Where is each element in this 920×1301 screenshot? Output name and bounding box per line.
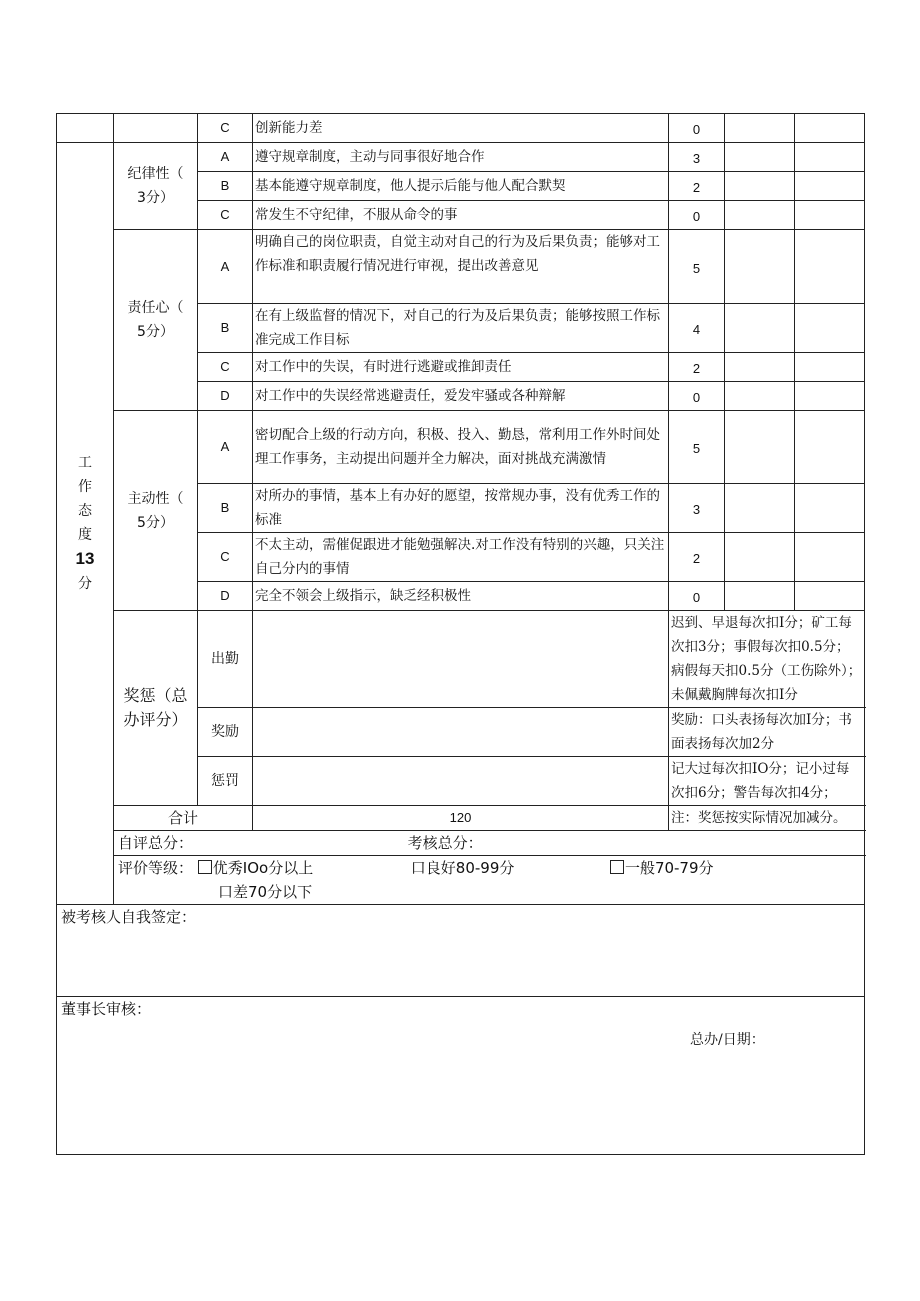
table-row [57,806,865,831]
chairman-review-label: 董事长审核： [61,1000,152,1018]
score-cell: 5 [669,230,725,304]
level-cell: C [198,353,253,382]
review-score-cell[interactable] [795,533,865,582]
rewards-item-name: 奖励 [198,708,253,757]
level-cell: B [198,304,253,353]
rewards-category: 奖惩（总办评分） [114,611,198,806]
criteria-desc: 在有上级监督的情况下，对自己的行为及后果负责；能够按照工作标准完成工作目标 [253,304,669,353]
self-score-cell[interactable] [725,172,795,201]
level-cell: D [198,382,253,411]
total-label: 合计 [114,806,253,831]
level-cell: C [198,533,253,582]
self-sign-row [57,905,865,997]
self-total-label: 自评总分： [118,834,194,852]
level-cell: A [198,143,253,172]
criteria-desc: 基本能遵守规章制度，他人提示后能与他人配合默契 [253,172,669,201]
grade-label: 评价等级： [118,859,194,877]
review-score-cell[interactable] [795,172,865,201]
self-score-cell[interactable] [725,582,795,611]
score-cell: 0 [669,201,725,230]
self-score-cell[interactable] [725,382,795,411]
table-row [57,114,865,143]
criteria-desc: 明确自己的岗位职责，自觉主动对自己的行为及后果负责；能够对工作标准和职责履行情况进行审视，提出改善意见 [253,230,669,304]
criteria-desc: 常发生不守纪律，不服从命令的事 [253,201,669,230]
total-note: 注：奖惩按实际情况加减分。 [669,806,865,831]
rewards-item-name: 惩罚 [198,757,253,806]
criteria-desc: 不太主动，需催促跟进才能勉强解决.对工作没有特别的兴趣，只关注自己分内的事情 [253,533,669,582]
self-sign-label: 被考核人自我签定： [61,908,197,926]
level-cell: C [198,114,253,143]
rewards-item-desc: 记大过每次扣IO分；记小过每次扣6分；警告每次扣4分； [669,757,865,806]
review-score-cell[interactable] [795,582,865,611]
score-cell: 3 [669,143,725,172]
level-cell: D [198,582,253,611]
office-date-label: 总办/日期： [690,1032,765,1048]
score-cell: 2 [669,353,725,382]
score-summary-row [57,831,865,856]
grade-row [57,856,865,905]
self-score-cell[interactable] [725,484,795,533]
total-value: 120 [253,806,669,831]
self-score-cell[interactable] [725,304,795,353]
table-row [57,143,865,172]
criteria-desc: 密切配合上级的行动方向，积极、投入、勤恳，常利用工作外时间处理工作事务，主动提出问题并全力解决，面对挑战充满激情 [253,411,669,484]
review-score-cell[interactable] [795,143,865,172]
rewards-item-name: 出勤 [198,611,253,708]
rewards-item-desc: 迟到、早退每次扣I分；矿工每次扣3分；事假每次扣0.5分；病假每天扣0.5分（工伤除外）；未佩戴胸牌每次扣I分 [669,611,865,708]
checkbox-excellent[interactable] [198,860,212,874]
appraisal-form [56,113,864,1155]
review-total-label: 考核总分： [407,834,483,852]
responsibility-label: 责任心（ 5分） [114,230,198,411]
score-cell: 0 [669,582,725,611]
self-score-cell[interactable] [725,230,795,304]
self-score-cell[interactable] [725,114,795,143]
self-score-cell[interactable] [725,201,795,230]
discipline-label: 纪律性（ 3分） [114,143,198,230]
level-cell: A [198,411,253,484]
table-row [57,230,865,304]
score-cell: 0 [669,114,725,143]
level-cell: B [198,484,253,533]
score-cell: 0 [669,382,725,411]
initiative-label: 主动性（ 5分） [114,411,198,611]
self-score-cell[interactable] [725,353,795,382]
grade-poor[interactable]: 口差70分以下 [218,883,313,901]
criteria-desc: 完全不领会上级指示，缺乏经积极性 [253,582,669,611]
grade-good[interactable]: 口良好80-99分 [410,859,515,877]
criteria-desc: 对所办的事情，基本上有办好的愿望，按常规办事，没有优秀工作的标准 [253,484,669,533]
score-cell: 3 [669,484,725,533]
level-cell: B [198,172,253,201]
category-score: 13 [75,549,95,568]
review-score-cell[interactable] [795,201,865,230]
review-score-cell[interactable] [795,411,865,484]
self-score-cell[interactable] [725,533,795,582]
table-row [57,411,865,484]
review-score-cell[interactable] [795,484,865,533]
review-score-cell[interactable] [795,304,865,353]
grade-excellent: 优秀IOo分以上 [212,859,314,877]
table-row [57,611,865,708]
score-cell: 2 [669,172,725,201]
criteria-desc: 创新能力差 [253,114,669,143]
criteria-desc: 对工作中的失误经常逃避责任，爱发牢骚或各种辩解 [253,382,669,411]
level-cell: C [198,201,253,230]
appraisal-table [56,113,865,1155]
score-cell: 2 [669,533,725,582]
review-score-cell[interactable] [795,382,865,411]
rewards-item-desc: 奖励：口头表扬每次加I分；书面表扬每次加2分 [669,708,865,757]
review-score-cell[interactable] [795,114,865,143]
grade-average: 一般70-79分 [624,859,714,877]
criteria-desc: 对工作中的失误，有时进行逃避或推卸责任 [253,353,669,382]
work-attitude-category: 工 作 态 度 13 分 [57,143,114,905]
self-score-cell[interactable] [725,143,795,172]
score-cell: 4 [669,304,725,353]
review-score-cell[interactable] [795,353,865,382]
review-score-cell[interactable] [795,230,865,304]
chairman-review-row [57,997,865,1155]
self-score-cell[interactable] [725,411,795,484]
checkbox-average[interactable] [610,860,624,874]
score-cell: 5 [669,411,725,484]
level-cell: A [198,230,253,304]
criteria-desc: 遵守规章制度，主动与同事很好地合作 [253,143,669,172]
